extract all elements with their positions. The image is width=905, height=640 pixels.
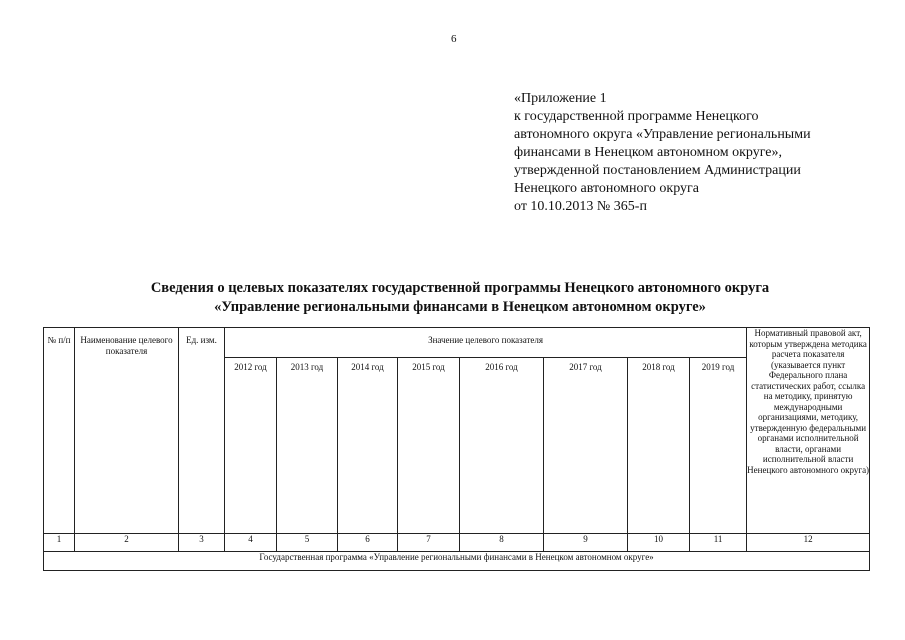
year-header: 2015 год xyxy=(398,358,460,534)
title-line-1: Сведения о целевых показателях государственной программы Ненецкого автономного округа xyxy=(150,280,770,296)
column-number: 1 xyxy=(44,534,75,552)
appendix-block xyxy=(514,90,894,216)
program-name-cell: Государственная программа «Управление региональными финансами в Ненецком автономном округе» xyxy=(44,552,870,571)
appendix-line: «Приложение 1 xyxy=(514,91,607,106)
header-value: Значение целевого показателя xyxy=(225,328,747,358)
column-number: 12 xyxy=(747,534,870,552)
year-header: 2019 год xyxy=(690,358,747,534)
column-number: 7 xyxy=(398,534,460,552)
appendix-line: от 10.10.2013 № 365-п xyxy=(514,199,647,214)
year-header: 2012 год xyxy=(225,358,277,534)
column-number: 9 xyxy=(544,534,628,552)
year-header: 2018 год xyxy=(628,358,690,534)
year-header: 2017 год xyxy=(544,358,628,534)
header-unit: Ед. изм. xyxy=(179,328,225,534)
column-number: 11 xyxy=(690,534,747,552)
page-number: 6 xyxy=(451,33,457,45)
appendix-line: Ненецкого автономного округа xyxy=(514,181,699,196)
column-number: 3 xyxy=(179,534,225,552)
column-number: 10 xyxy=(628,534,690,552)
header-num: № п/п xyxy=(44,328,75,534)
appendix-line: утвержденной постановлением Администрации xyxy=(514,163,801,178)
column-number: 4 xyxy=(225,534,277,552)
document-title xyxy=(40,279,880,317)
year-header: 2013 год xyxy=(277,358,338,534)
column-number-row xyxy=(44,534,870,552)
appendix-line: финансами в Ненецком автономном округе», xyxy=(514,145,782,160)
appendix-line: автономного округа «Управление региональными xyxy=(514,127,811,142)
year-header: 2014 год xyxy=(338,358,398,534)
column-number: 8 xyxy=(460,534,544,552)
column-number: 6 xyxy=(338,534,398,552)
year-header: 2016 год xyxy=(460,358,544,534)
header-name: Наименование целевого показателя xyxy=(75,328,179,534)
indicators-table xyxy=(43,327,870,571)
program-row xyxy=(44,552,870,571)
title-line-2: «Управление региональными финансами в Ненецком автономном округе» xyxy=(214,299,706,315)
column-number: 5 xyxy=(277,534,338,552)
column-number: 2 xyxy=(75,534,179,552)
appendix-line: к государственной программе Ненецкого xyxy=(514,109,759,124)
header-normative: Нормативный правовой акт, которым утверждена методика расчета показателя (указывается пункт Федерального плана статистических работ, ссылка на методику, принятую международными организациями, методику, утвержденную федеральными органами исполнительной власти, органами исполнительной власти Ненецкого автономного округа) xyxy=(747,328,870,534)
